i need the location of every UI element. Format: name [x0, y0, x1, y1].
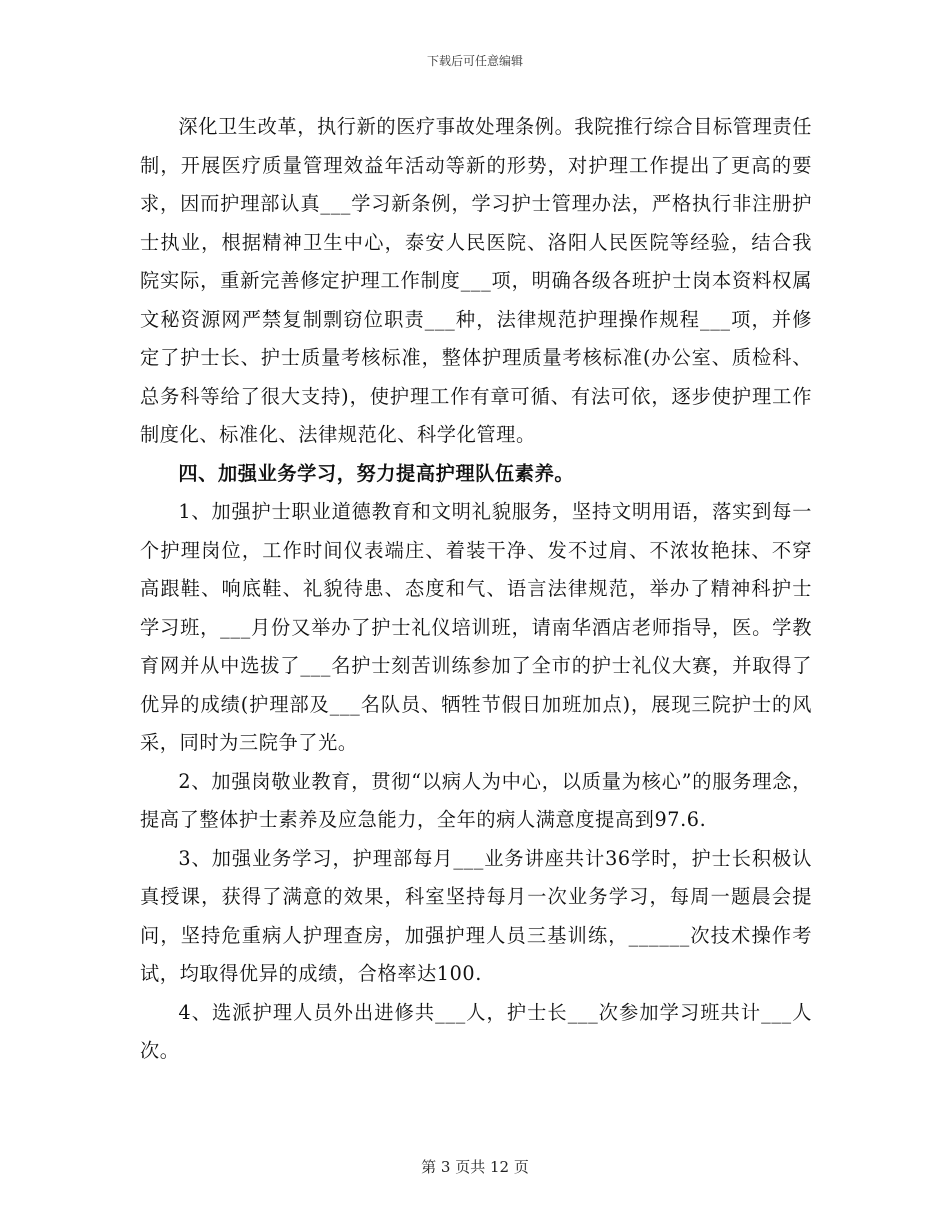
document-body [140, 108, 812, 1071]
page-footer: 第 3 页共 12 页 [421, 1158, 529, 1176]
paragraph-item-2: 2、加强岗敬业教育，贯彻“以病人为中心，以质量为核心”的服务理念，提高了整体护士素养及应急能力，全年的病人满意度提高到97.6. [140, 769, 812, 831]
page-header: 下载后可任意编辑 [426, 54, 523, 68]
paragraph-regulations: 深化卫生改革，执行新的医疗事故处理条例。我院推行综合目标管理责任制，开展医疗质量管理效益年活动等新的形势，对护理工作提出了更高的要求，因而护理部认真___学习新条例，学习护士管理办法，严格执行非注册护士执业，根据精神卫生中心，泰安人民医院、洛阳人民医院等经验，结合我院实际，重新完善修定护理工作制度___项，明确各级各班护士岗本资料权属文秘资源网严禁复制剽窃位职责___种，法律规范护理操作规程___项，并修定了护士长、护士质量考核标准，整体护理质量考核标准(办公室、质检科、总务科等给了很大支持)，使护理工作有章可循、有法可依，逐步使护理工作制度化、标准化、法律规范化、科学化管理。 [140, 115, 812, 446]
section-heading-4: 四、加强业务学习，努力提高护理队伍素养。 [178, 461, 575, 485]
paragraph-item-3: 3、加强业务学习，护理部每月___业务讲座共计36学时，护士长积极认真授课，获得了满意的效果，科室坚持每月一次业务学习，每周一题晨会提问，坚持危重病人护理查房，加强护理人员三基训练，______次技术操作考试，均取得优异的成绩，合格率达100. [140, 846, 812, 985]
paragraph-item-1: 1、加强护士职业道德教育和文明礼貌服务，坚持文明用语，落实到每一个护理岗位，工作时间仪表端庄、着装干净、发不过肩、不浓妆艳抹、不穿高跟鞋、响底鞋、礼貌待患、态度和气、语言法律规范，举办了精神科护士学习班，___月份又举办了护士礼仪培训班，请南华酒店老师指导，医。学教育网并从中选拔了___名护士刻苦训练参加了全市的护士礼仪大赛，并取得了优异的成绩(护理部及___名队员、牺牲节假日加班加点)，展现三院护士的风采，同时为三院争了光。 [140, 500, 812, 754]
paragraph-item-4: 4、选派护理人员外出进修共___人，护士长___次参加学习班共计___人次。 [140, 1000, 812, 1062]
